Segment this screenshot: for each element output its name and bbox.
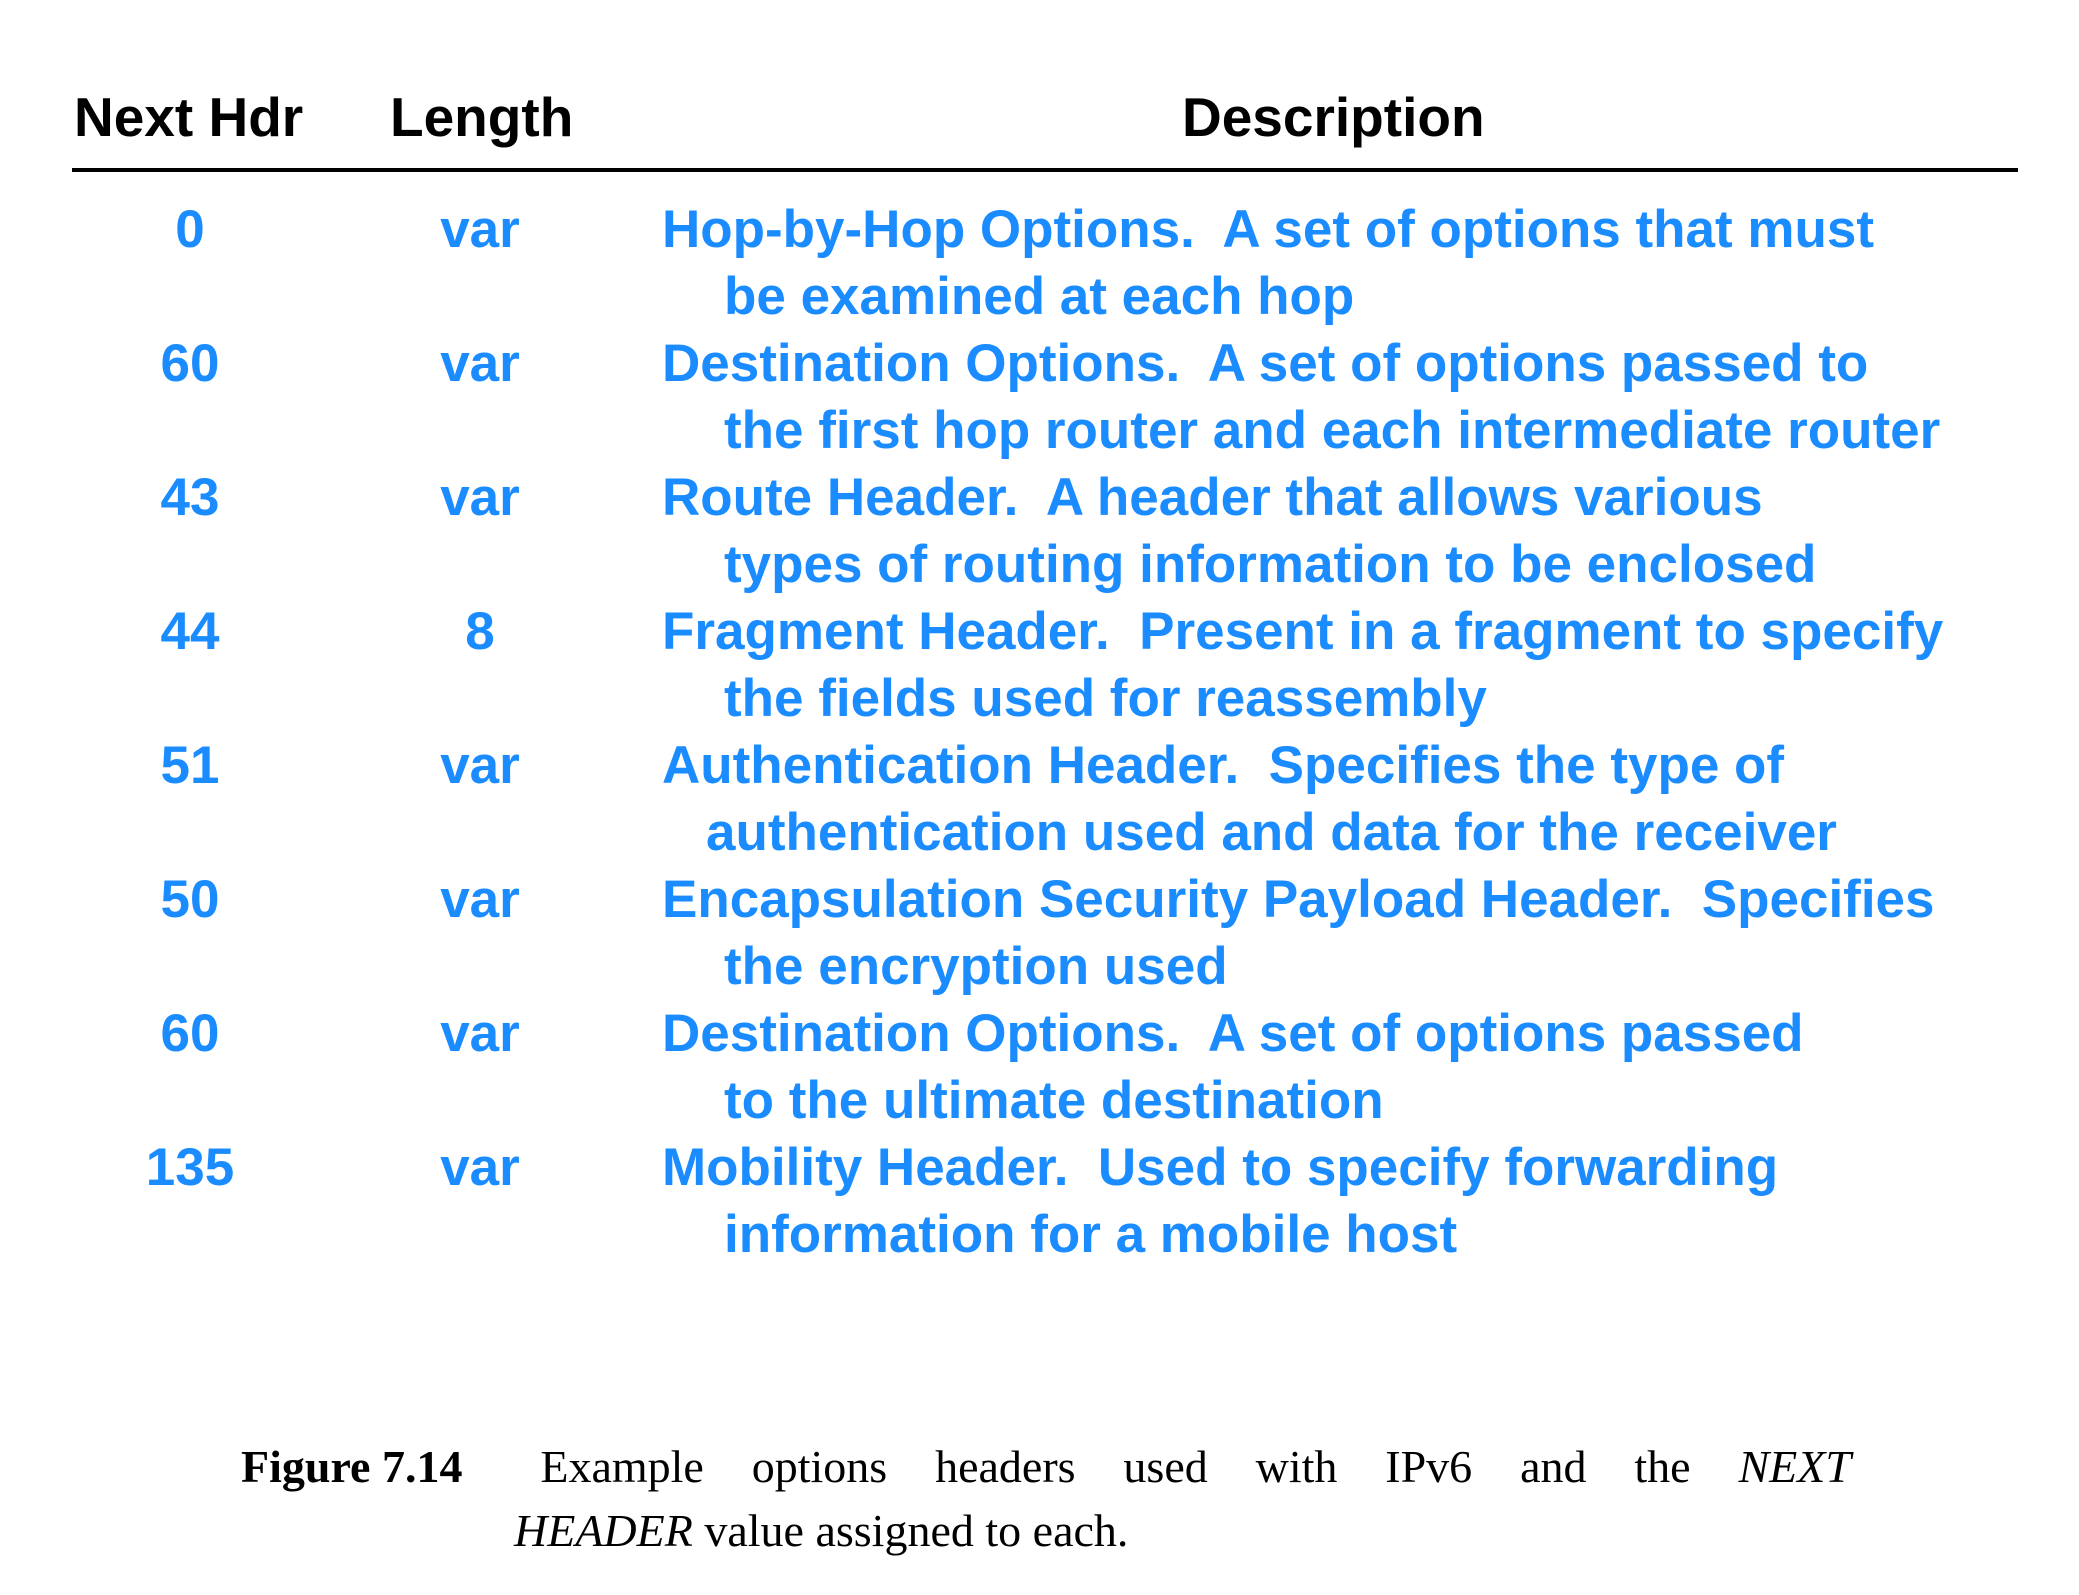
- caption-label: Figure 7.14: [241, 1441, 463, 1492]
- next-hdr-value: 43: [160, 468, 220, 527]
- description-cell: [662, 330, 2062, 464]
- length-value: 8: [465, 602, 495, 661]
- description-line: Route Header. A header that allows various: [662, 468, 1763, 527]
- next-hdr-value: 135: [145, 1138, 235, 1197]
- length-value: var: [440, 870, 520, 929]
- description-line: the encryption used: [724, 937, 1228, 996]
- caption-word: options: [751, 1441, 888, 1492]
- description-cell: [662, 1134, 2062, 1268]
- description-cell: [662, 598, 2062, 732]
- description-line: Mobility Header. Used to specify forwarding: [662, 1138, 1779, 1197]
- header-next-hdr: Next Hdr: [74, 86, 304, 148]
- table-row: [0, 1134, 2079, 1268]
- header-length: Length: [390, 86, 574, 148]
- description-line: types of routing information to be enclosed: [724, 535, 1817, 594]
- caption-word: headers: [935, 1441, 1076, 1492]
- next-hdr-value: 50: [160, 870, 220, 929]
- header-description: Description: [1182, 86, 1485, 148]
- table-row: [0, 1000, 2079, 1134]
- description-line: Authentication Header. Specifies the type of: [662, 736, 1785, 795]
- next-hdr-value: 44: [160, 602, 220, 661]
- length-value: var: [440, 200, 520, 259]
- table-row: [0, 196, 2079, 330]
- description-cell: [662, 866, 2062, 1000]
- table-body: [0, 196, 2079, 1268]
- figure-caption: [241, 1435, 1851, 1563]
- table-row: [0, 330, 2079, 464]
- description-cell: [662, 1000, 2062, 1134]
- description-line: Encapsulation Security Payload Header. Specifies: [662, 870, 1935, 929]
- header-rule: [72, 168, 2018, 172]
- description-cell: [662, 732, 2062, 866]
- caption-word: NEXT: [1738, 1441, 1851, 1492]
- caption-word: and: [1520, 1441, 1587, 1492]
- next-hdr-value: 0: [175, 200, 205, 259]
- table-row: [0, 598, 2079, 732]
- caption-word: with: [1255, 1441, 1338, 1492]
- description-line: the first hop router and each intermediate router: [724, 401, 1941, 460]
- description-line: to the ultimate destination: [724, 1071, 1384, 1130]
- table-row: [0, 866, 2079, 1000]
- caption-line-2: [241, 1499, 1851, 1563]
- table-row: [0, 732, 2079, 866]
- length-value: var: [440, 334, 520, 393]
- description-line: be examined at each hop: [724, 267, 1355, 326]
- table-row: [0, 464, 2079, 598]
- length-value: var: [440, 736, 520, 795]
- description-cell: [662, 464, 2062, 598]
- description-line: Destination Options. A set of options passed to: [662, 334, 1869, 393]
- description-line: Destination Options. A set of options passed: [662, 1004, 1804, 1063]
- caption-line-1: [241, 1435, 1851, 1499]
- next-hdr-value: 51: [160, 736, 220, 795]
- description-line: Hop-by-Hop Options. A set of options that must: [662, 200, 1875, 259]
- next-hdr-value: 60: [160, 334, 220, 393]
- caption-word: the: [1634, 1441, 1691, 1492]
- description-line: information for a mobile host: [724, 1205, 1458, 1264]
- description-line: the fields used for reassembly: [724, 669, 1487, 728]
- caption-text: value assigned to each.: [692, 1505, 1129, 1556]
- description-line: Fragment Header. Present in a fragment to specify: [662, 602, 1944, 661]
- description-cell: [662, 196, 2062, 330]
- table-header-row: [0, 85, 2079, 155]
- caption-italic-term: HEADER: [514, 1505, 693, 1556]
- length-value: var: [440, 468, 520, 527]
- description-line: authentication used and data for the receiver: [706, 803, 1837, 862]
- next-hdr-value: 60: [160, 1004, 220, 1063]
- caption-word: used: [1123, 1441, 1208, 1492]
- caption-word: Example: [540, 1441, 704, 1492]
- length-value: var: [440, 1138, 520, 1197]
- length-value: var: [440, 1004, 520, 1063]
- caption-word: IPv6: [1385, 1441, 1473, 1492]
